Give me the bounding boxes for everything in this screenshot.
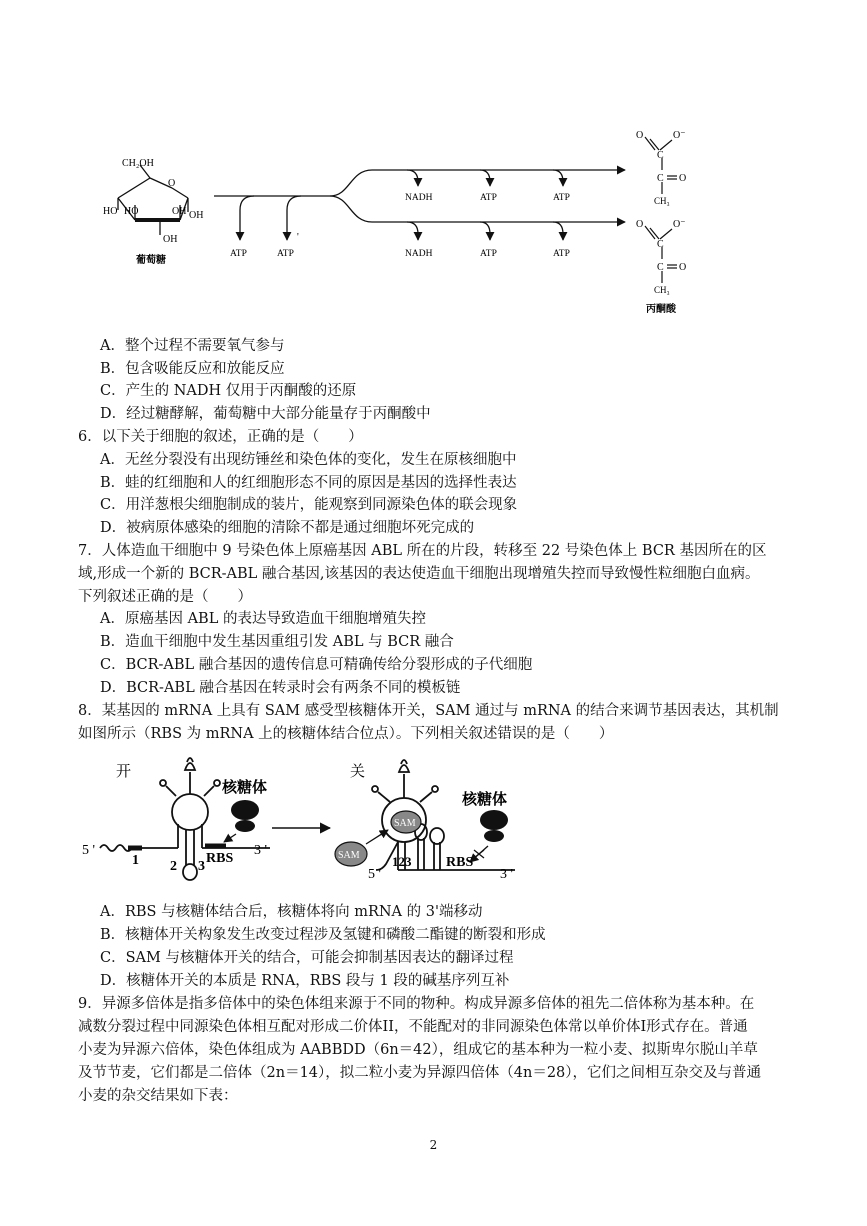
tick-mark: ' — [297, 232, 299, 243]
on-three-prime: 3 ' — [254, 843, 268, 858]
off-label: 关 — [350, 764, 366, 780]
oh-label-1: HO — [103, 206, 118, 217]
nadh-upper: NADH — [405, 193, 433, 203]
off-rbs: RBS — [446, 855, 474, 870]
on-label: 开 — [116, 764, 132, 780]
pyr-l-o2: O — [679, 262, 687, 273]
pyr-u-o2: O — [679, 173, 687, 184]
off-ribosome — [480, 810, 508, 842]
off-five-prime: 5 ' — [368, 867, 382, 882]
pyruvate-caption: 丙酮酸 — [646, 304, 676, 315]
q7-option-d: D．BCR-ABL 融合基因在转录时会有两条不同的模板链 — [100, 680, 461, 696]
sam-bound-label: SAM — [394, 818, 416, 829]
q9-stem-5: 小麦的杂交结果如下表： — [78, 1088, 238, 1104]
q7-option-a: A．原癌基因 ABL 的表达导致造血干细胞增殖失控 — [100, 611, 426, 627]
q7-stem-2: 域,形成一个新的 BCR-ABL 融合基因,该基因的表达使造血干细胞出现增殖失控而导致慢性粒细胞白血病。 — [78, 566, 760, 582]
pyr-u-c1: C — [657, 150, 664, 161]
glycolysis-figure — [0, 0, 867, 320]
sam-free-label: SAM — [338, 850, 360, 861]
on-five-prime: 5 ' — [82, 843, 96, 858]
pyruvate-structure-upper — [645, 137, 677, 194]
q9-stem-1: 9．异源多倍体是指多倍体中的染色体组来源于不同的物种。构成异源多倍体的祖先二倍体称为基本种。在 — [78, 996, 755, 1012]
on-rbs: RBS — [206, 851, 234, 866]
q7-option-c: C．BCR-ABL 融合基因的遗传信息可精确传给分裂形成的子代细胞 — [100, 657, 533, 673]
q6-option-b: B．蛙的红细胞和人的红细胞形态不同的原因是基因的选择性表达 — [100, 475, 517, 491]
q7-option-b: B．造血干细胞中发生基因重组引发 ABL 与 BCR 融合 — [100, 634, 454, 650]
off-seg-123: 123 — [392, 854, 412, 869]
q6-option-a: A．无丝分裂没有出现纺锤丝和染色体的变化，发生在原核细胞中 — [100, 452, 517, 468]
glucose-caption: 葡萄糖 — [136, 255, 166, 266]
sam-binding-arrow — [366, 830, 388, 844]
q5-option-b: B．包含吸能反应和放能反应 — [100, 361, 285, 377]
on-ribosome-arrow — [224, 834, 236, 842]
pyr-l-ch3: CH₃ — [654, 285, 670, 295]
pyr-u-o1: O — [636, 130, 644, 141]
q7-stem-3: 下列叙述正确的是（ ） — [78, 589, 252, 605]
pyr-u-ch3: CH₃ — [654, 196, 670, 206]
on-ribosome-label: 核糖体 — [222, 780, 268, 796]
pyruvate-structure-lower — [645, 226, 677, 283]
pyr-l-c1: C — [657, 239, 664, 250]
nadh-lower: NADH — [405, 249, 433, 259]
pathway-arrows — [214, 170, 625, 240]
off-three-prime: 3 ' — [500, 867, 514, 882]
q8-option-b: B．核糖体开关构象发生改变过程涉及氢键和磷酸二酯键的断裂和形成 — [100, 927, 546, 943]
page-number: 2 — [429, 1138, 438, 1152]
blocked-mark — [474, 850, 484, 858]
ch2oh-label: CH₂OH — [122, 158, 154, 169]
q6-option-c: C．用洋葱根尖细胞制成的装片，能观察到同源染色体的联会现象 — [100, 497, 518, 513]
oh-label-2: HO — [124, 206, 139, 217]
on-seg-1: 1 — [132, 853, 139, 868]
ring-oxygen-label: O — [168, 178, 176, 189]
atp-upper-1: ATP — [480, 193, 497, 203]
on-ribosome — [231, 800, 259, 832]
q5-option-c: C．产生的 NADH 仅用于丙酮酸的还原 — [100, 383, 357, 399]
atp-lower-1: ATP — [480, 249, 497, 259]
atp-input-1: ATP — [230, 249, 247, 259]
pyr-l-o1: O — [636, 219, 644, 230]
q8-option-a: A．RBS 与核糖体结合后，核糖体将向 mRNA 的 3'端移动 — [100, 904, 483, 920]
pyr-l-ominus: O⁻ — [673, 219, 686, 230]
on-seg-3: 3 — [198, 859, 205, 874]
atp-input-2: ATP — [277, 249, 294, 259]
riboswitch-figure — [0, 750, 867, 900]
off-ribosome-label: 核糖体 — [462, 792, 508, 808]
q7-stem-1: 7．人体造血干细胞中 9 号染色体上原癌基因 ABL 所在的片段，转移至 22 号染色体上 BCR 基因所在的区 — [78, 543, 767, 559]
on-seg-2: 2 — [170, 859, 177, 874]
sam-free — [335, 842, 367, 866]
oh-label-3: OH — [172, 206, 187, 217]
q8-option-c: C．SAM 与核糖体开关的结合，可能会抑制基因表达的翻译过程 — [100, 950, 514, 966]
q5-option-a: A．整个过程不需要氧气参与 — [100, 338, 285, 354]
q6-stem: 6．以下关于细胞的叙述，正确的是（ ） — [78, 429, 363, 445]
pyr-u-c2: C — [657, 173, 664, 184]
oh-label-5: OH — [163, 234, 178, 245]
sam-bound — [391, 811, 421, 833]
pyr-l-c2: C — [657, 262, 664, 273]
q8-stem-2: 如图所示（RBS 为 mRNA 上的核糖体结合位点）。下列相关叙述错误的是（ ） — [78, 726, 614, 742]
glucose-structure — [118, 165, 188, 235]
q9-stem-4: 及节节麦，它们都是二倍体（2n＝14），拟二粒小麦为异源四倍体（4n＝28），它们之间相互杂交及与普通 — [78, 1065, 762, 1081]
q8-stem-1: 8．某基因的 mRNA 上具有 SAM 感受型核糖体开关，SAM 通过与 mRNA 的结合来调节基因表达，其机制 — [78, 703, 779, 719]
q8-option-d: D．核糖体开关的本质是 RNA，RBS 段与 1 段的碱基序列互补 — [100, 973, 510, 989]
atp-upper-2: ATP — [553, 193, 570, 203]
q6-option-d: D．被病原体感染的细胞的清除不都是通过细胞坏死完成的 — [100, 520, 475, 536]
oh-label-4: OH — [189, 210, 204, 221]
q5-option-d: D．经过糖酵解，葡萄糖中大部分能量存于丙酮酸中 — [100, 406, 431, 422]
q9-stem-3: 小麦为异源六倍体，染色体组成为 AABBDD（6n＝42），组成它的基本种为一粒小麦、拟斯卑尔脱山羊草 — [78, 1042, 758, 1058]
pyr-u-ominus: O⁻ — [673, 130, 686, 141]
atp-lower-2: ATP — [553, 249, 570, 259]
q9-stem-2: 减数分裂过程中同源染色体相互配对形成二价体II，不能配对的非同源染色体常以单价体I形式存在。普通 — [78, 1019, 748, 1035]
